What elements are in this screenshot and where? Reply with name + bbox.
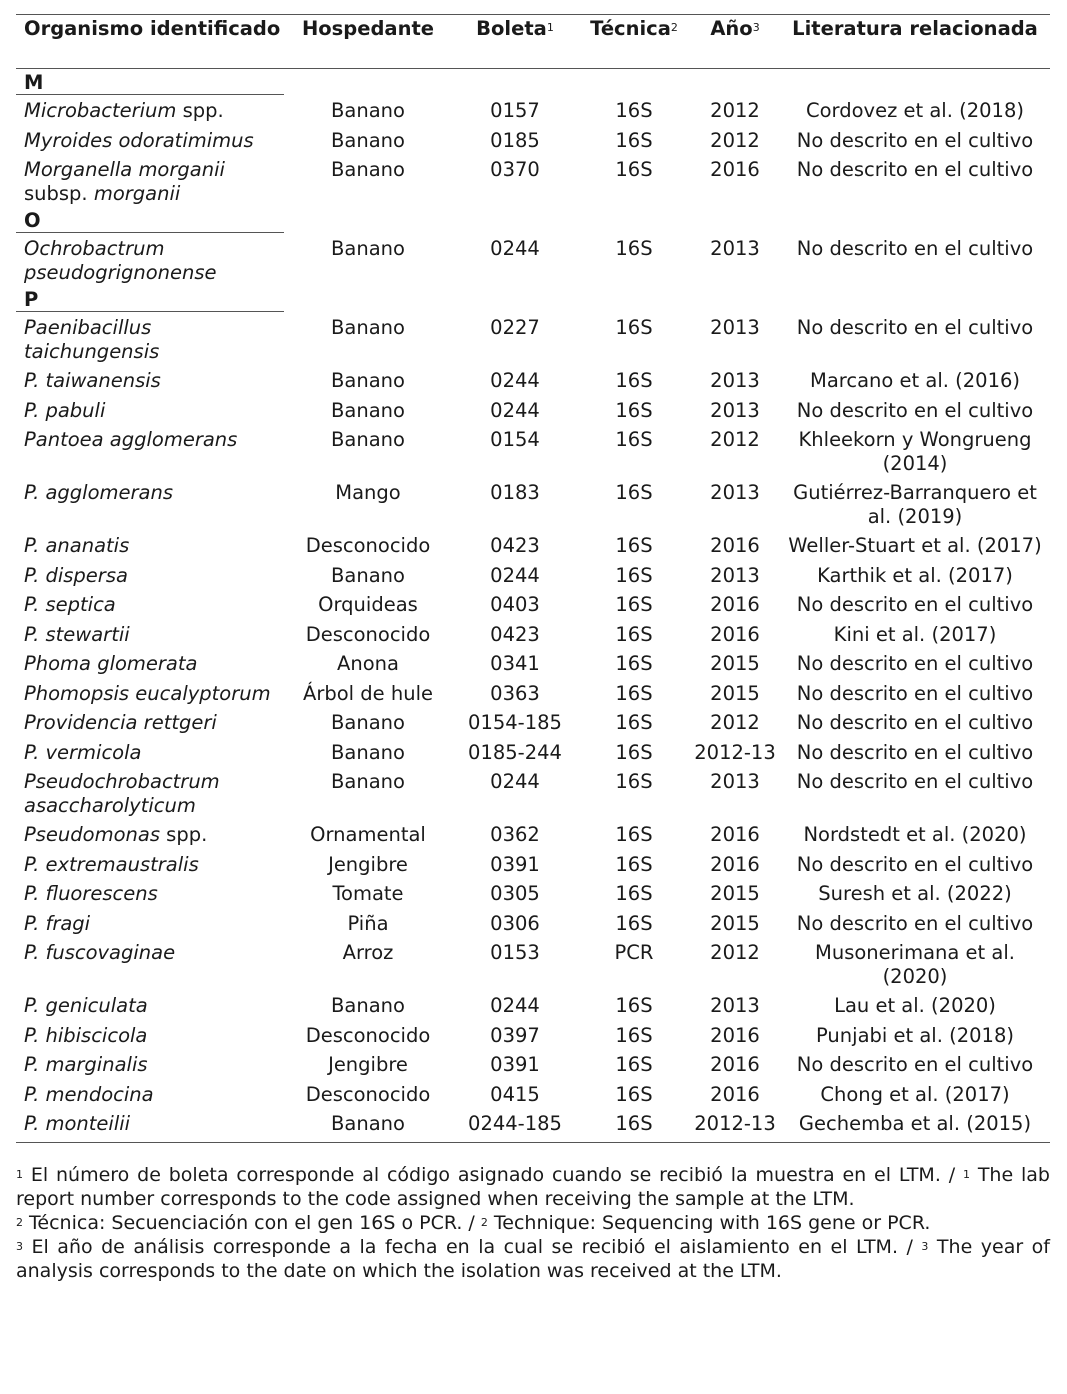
ticket-cell: 0227 xyxy=(490,315,540,339)
host-cell: Banano xyxy=(331,236,405,260)
host-cell: Banano xyxy=(331,369,405,392)
ticket-cell: 0153 xyxy=(490,941,540,964)
table-row xyxy=(16,1020,1050,1050)
host-cell: Anona xyxy=(337,652,399,675)
table-row xyxy=(16,560,1050,590)
technique-cell: 16S xyxy=(615,315,653,339)
host-cell: Banano xyxy=(331,563,405,587)
ticket-cell: 0244 xyxy=(490,770,540,793)
year-cell: 2013 xyxy=(710,398,760,422)
organism-cell: P. pabuli xyxy=(24,398,106,422)
header-literature: Literatura relacionada xyxy=(780,15,1050,69)
table-row xyxy=(16,678,1050,708)
host-cell: Banano xyxy=(331,128,405,152)
year-cell: 2016 xyxy=(710,1053,760,1076)
literature-cell: Marcano et al. (2016) xyxy=(810,369,1020,392)
organism-cell: P. fluorescens xyxy=(24,882,158,905)
ticket-cell: 0306 xyxy=(490,911,540,935)
technique-cell: 16S xyxy=(615,369,653,392)
organism-cell: Pseudochrobactrum asaccharolyticum xyxy=(24,770,220,817)
ticket-cell: 0362 xyxy=(490,823,540,846)
literature-cell: No descrito en el cultivo xyxy=(796,770,1034,793)
ticket-cell: 0423 xyxy=(490,534,540,557)
letter-heading: O xyxy=(16,207,284,233)
document-page xyxy=(16,14,1050,1283)
technique-cell: 16S xyxy=(615,711,653,734)
organism-cell: P. taiwanensis xyxy=(24,369,161,392)
year-cell: 2013 xyxy=(710,315,760,339)
year-cell: 2015 xyxy=(710,911,760,935)
ticket-cell: 0341 xyxy=(490,652,540,675)
host-cell: Banano xyxy=(331,740,405,764)
table-body xyxy=(16,69,1050,1143)
technique-cell: 16S xyxy=(615,823,653,846)
organism-cell: P. vermicola xyxy=(24,740,142,764)
ticket-cell: 0244 xyxy=(490,994,540,1017)
table-row xyxy=(16,648,1050,678)
table-row xyxy=(16,395,1050,425)
table-row xyxy=(16,908,1050,938)
organism-cell: P. fragi xyxy=(24,911,91,935)
organism-cell: Microbacterium spp. xyxy=(24,99,224,122)
literature-cell: Gechemba et al. (2015) xyxy=(798,1112,1032,1135)
footnote: $^1$ El número de boleta corresponde al código asignado cuando se recibió la muestra en el LTM. / $^1$ The lab report number corresponds to the code assigned when receiving the sample at the LTM. xyxy=(16,1163,1050,1210)
technique-cell: 16S xyxy=(615,622,653,646)
organisms-table xyxy=(16,14,1050,1143)
host-cell: Banano xyxy=(331,98,405,122)
technique-cell: 16S xyxy=(615,398,653,422)
letter-heading: P xyxy=(16,286,284,312)
footnotes xyxy=(16,1163,1050,1283)
ticket-cell: 0423 xyxy=(490,622,540,646)
year-cell: 2016 xyxy=(710,158,760,181)
organism-cell: P. agglomerans xyxy=(24,481,174,504)
organism-cell: P. mendocina xyxy=(24,1082,154,1106)
technique-cell: 16S xyxy=(615,236,653,260)
literature-cell: Punjabi et al. (2018) xyxy=(816,1023,1014,1047)
technique-cell: 16S xyxy=(615,1112,653,1135)
organism-cell: P. geniculata xyxy=(24,994,148,1017)
table-row xyxy=(16,990,1050,1020)
table-row xyxy=(16,619,1050,649)
ticket-cell: 0244 xyxy=(490,369,540,392)
technique-cell: 16S xyxy=(615,481,653,504)
technique-cell: 16S xyxy=(615,1082,653,1106)
year-cell: 2012 xyxy=(710,128,760,152)
technique-cell: 16S xyxy=(615,852,653,876)
literature-cell: No descrito en el cultivo xyxy=(796,128,1034,152)
technique-cell: 16S xyxy=(615,158,653,181)
technique-cell: PCR xyxy=(614,941,654,964)
organism-cell: Paenibacillus taichungensis xyxy=(24,316,160,363)
literature-cell: No descrito en el cultivo xyxy=(796,652,1034,675)
organism-cell: P. fuscovaginae xyxy=(24,941,176,964)
host-cell: Ornamental xyxy=(310,823,426,846)
host-cell: Banano xyxy=(331,994,405,1017)
technique-cell: 16S xyxy=(615,534,653,557)
table-row xyxy=(16,737,1050,767)
year-cell: 2012 xyxy=(710,428,760,451)
technique-cell: 16S xyxy=(615,681,653,705)
literature-cell: Kini et al. (2017) xyxy=(833,622,997,646)
year-cell: 2013 xyxy=(710,770,760,793)
table-row xyxy=(16,707,1050,737)
literature-cell: No descrito en el cultivo xyxy=(796,158,1034,181)
organism-cell: P. septica xyxy=(24,593,116,616)
literature-cell: No descrito en el cultivo xyxy=(796,911,1034,935)
year-cell: 2016 xyxy=(710,534,760,557)
technique-cell: 16S xyxy=(615,1053,653,1076)
technique-cell: 16S xyxy=(615,994,653,1017)
letter-group-row xyxy=(16,207,1050,233)
literature-cell: No descrito en el cultivo xyxy=(796,315,1034,339)
header-ticket: Boleta$^1$ xyxy=(452,15,578,69)
host-cell: Desconocido xyxy=(305,534,431,557)
technique-cell: 16S xyxy=(615,428,653,451)
organism-cell: Pantoea agglomerans xyxy=(24,428,238,451)
ticket-cell: 0403 xyxy=(490,593,540,616)
organism-cell: P. hibiscicola xyxy=(24,1023,148,1047)
ticket-cell: 0154-185 xyxy=(468,711,562,734)
ticket-cell: 0391 xyxy=(490,852,540,876)
literature-cell: Nordstedt et al. (2020) xyxy=(803,823,1027,846)
table-header xyxy=(16,15,1050,69)
host-cell: Banano xyxy=(331,1112,405,1135)
year-cell: 2013 xyxy=(710,563,760,587)
year-cell: 2015 xyxy=(710,681,760,705)
literature-cell: No descrito en el cultivo xyxy=(796,593,1034,616)
ticket-cell: 0244 xyxy=(490,563,540,587)
letter-group-row xyxy=(16,69,1050,95)
organism-cell: P. ananatis xyxy=(24,534,130,557)
literature-cell: No descrito en el cultivo xyxy=(796,711,1034,734)
host-cell: Jengibre xyxy=(328,852,408,876)
year-cell: 2015 xyxy=(710,882,760,905)
literature-cell: No descrito en el cultivo xyxy=(796,852,1034,876)
year-cell: 2016 xyxy=(710,823,760,846)
table-row xyxy=(16,312,1050,366)
host-cell: Banano xyxy=(331,315,405,339)
host-cell: Desconocido xyxy=(305,1023,431,1047)
organism-cell: P. dispersa xyxy=(24,563,128,587)
organism-cell: P. marginalis xyxy=(24,1053,148,1076)
literature-cell: No descrito en el cultivo xyxy=(796,681,1034,705)
host-cell: Tomate xyxy=(332,882,404,905)
technique-cell: 16S xyxy=(615,882,653,905)
host-cell: Banano xyxy=(331,770,405,793)
ticket-cell: 0391 xyxy=(490,1053,540,1076)
organism-cell: Phoma glomerata xyxy=(24,652,198,675)
table-row xyxy=(16,937,1050,990)
year-cell: 2016 xyxy=(710,852,760,876)
host-cell: Árbol de hule xyxy=(303,681,433,705)
ticket-cell: 0154 xyxy=(490,428,540,451)
organism-cell: Pseudomonas spp. xyxy=(24,823,208,846)
literature-cell: Karthik et al. (2017) xyxy=(817,563,1013,587)
footnote: $^3$ El año de análisis corresponde a la fecha en la cual se recibió el aislamiento en el LTM. / $^3$ The year of analysis corresponds to the date on which the isolation was received at the LTM. xyxy=(16,1235,1050,1282)
ticket-cell: 0157 xyxy=(490,98,540,122)
technique-cell: 16S xyxy=(615,740,653,764)
table-row xyxy=(16,819,1050,849)
table-row xyxy=(16,233,1050,287)
literature-cell: Suresh et al. (2022) xyxy=(818,882,1012,905)
host-cell: Banano xyxy=(331,158,405,181)
host-cell: Banano xyxy=(331,711,405,734)
technique-cell: 16S xyxy=(615,1023,653,1047)
table-row xyxy=(16,1079,1050,1109)
ticket-cell: 0370 xyxy=(490,158,540,181)
table-row xyxy=(16,154,1050,207)
year-cell: 2013 xyxy=(710,481,760,504)
year-cell: 2013 xyxy=(710,369,760,392)
literature-cell: Musonerimana et al. (2020) xyxy=(815,941,1015,988)
host-cell: Desconocido xyxy=(305,1082,431,1106)
organism-cell: P. stewartii xyxy=(24,622,130,646)
host-cell: Banano xyxy=(331,428,405,451)
literature-cell: Khleekorn y Wongrueng (2014) xyxy=(798,428,1032,475)
literature-cell: Cordovez et al. (2018) xyxy=(806,98,1024,122)
literature-cell: Chong et al. (2017) xyxy=(820,1082,1010,1106)
ticket-cell: 0185-244 xyxy=(468,740,562,764)
technique-cell: 16S xyxy=(615,911,653,935)
year-cell: 2016 xyxy=(710,1082,760,1106)
table-row xyxy=(16,530,1050,560)
literature-cell: Lau et al. (2020) xyxy=(834,994,996,1017)
literature-cell: Weller-Stuart et al. (2017) xyxy=(788,534,1042,557)
host-cell: Orquideas xyxy=(318,593,418,616)
header-organism: Organismo identificado xyxy=(16,15,284,69)
year-cell: 2013 xyxy=(710,236,760,260)
table-row xyxy=(16,424,1050,477)
ticket-cell: 0363 xyxy=(490,681,540,705)
host-cell: Arroz xyxy=(342,941,394,964)
host-cell: Desconocido xyxy=(305,622,431,646)
organism-cell: Myroides odoratimimus xyxy=(24,128,254,152)
table-row xyxy=(16,95,1050,125)
year-cell: 2012-13 xyxy=(694,1112,776,1135)
host-cell: Mango xyxy=(335,481,401,504)
organism-cell: Morganella morganii subsp. morganii xyxy=(24,158,232,205)
ticket-cell: 0244 xyxy=(490,398,540,422)
header-technique: Técnica$^2$ xyxy=(578,15,690,69)
organism-cell: Providencia rettgeri xyxy=(24,711,217,734)
table-row xyxy=(16,849,1050,879)
table-row xyxy=(16,589,1050,619)
year-cell: 2016 xyxy=(710,1023,760,1047)
table-row xyxy=(16,365,1050,395)
organism-cell: Ochrobactrum pseudogrignonense xyxy=(24,237,217,284)
technique-cell: 16S xyxy=(615,563,653,587)
header-year: Año$^3$ xyxy=(690,15,780,69)
technique-cell: 16S xyxy=(615,652,653,675)
literature-cell: No descrito en el cultivo xyxy=(796,1053,1034,1076)
table-row xyxy=(16,766,1050,819)
technique-cell: 16S xyxy=(615,770,653,793)
year-cell: 2016 xyxy=(710,622,760,646)
year-cell: 2013 xyxy=(710,994,760,1017)
year-cell: 2012 xyxy=(710,941,760,964)
year-cell: 2012 xyxy=(710,711,760,734)
organism-cell: P. extremaustralis xyxy=(24,852,199,876)
year-cell: 2016 xyxy=(710,593,760,616)
year-cell: 2015 xyxy=(710,652,760,675)
ticket-cell: 0185 xyxy=(490,128,540,152)
table-row xyxy=(16,1049,1050,1079)
technique-cell: 16S xyxy=(615,128,653,152)
ticket-cell: 0397 xyxy=(490,1023,540,1047)
footnote: $^2$ Técnica: Secuenciación con el gen 16S o PCR. / $^2$ Technique: Sequencing with 16S gene or PCR. xyxy=(16,1211,931,1234)
year-cell: 2012-13 xyxy=(694,740,776,764)
organism-cell: P. monteilii xyxy=(24,1112,131,1135)
ticket-cell: 0305 xyxy=(490,882,540,905)
table-row xyxy=(16,125,1050,155)
technique-cell: 16S xyxy=(615,593,653,616)
host-cell: Piña xyxy=(347,911,389,935)
ticket-cell: 0415 xyxy=(490,1082,540,1106)
literature-cell: Gutiérrez-Barranquero et al. (2019) xyxy=(793,481,1037,528)
host-cell: Banano xyxy=(331,398,405,422)
letter-heading: M xyxy=(16,69,284,95)
literature-cell: No descrito en el cultivo xyxy=(796,236,1034,260)
table-row xyxy=(16,1108,1050,1142)
host-cell: Jengibre xyxy=(328,1053,408,1076)
literature-cell: No descrito en el cultivo xyxy=(796,398,1034,422)
literature-cell: No descrito en el cultivo xyxy=(796,740,1034,764)
year-cell: 2012 xyxy=(710,98,760,122)
ticket-cell: 0244-185 xyxy=(468,1112,562,1135)
technique-cell: 16S xyxy=(615,98,653,122)
ticket-cell: 0183 xyxy=(490,481,540,504)
header-host: Hospedante xyxy=(284,15,452,69)
table-row xyxy=(16,477,1050,530)
letter-group-row xyxy=(16,286,1050,312)
ticket-cell: 0244 xyxy=(490,236,540,260)
organism-cell: Phomopsis eucalyptorum xyxy=(24,681,271,705)
table-row xyxy=(16,878,1050,908)
